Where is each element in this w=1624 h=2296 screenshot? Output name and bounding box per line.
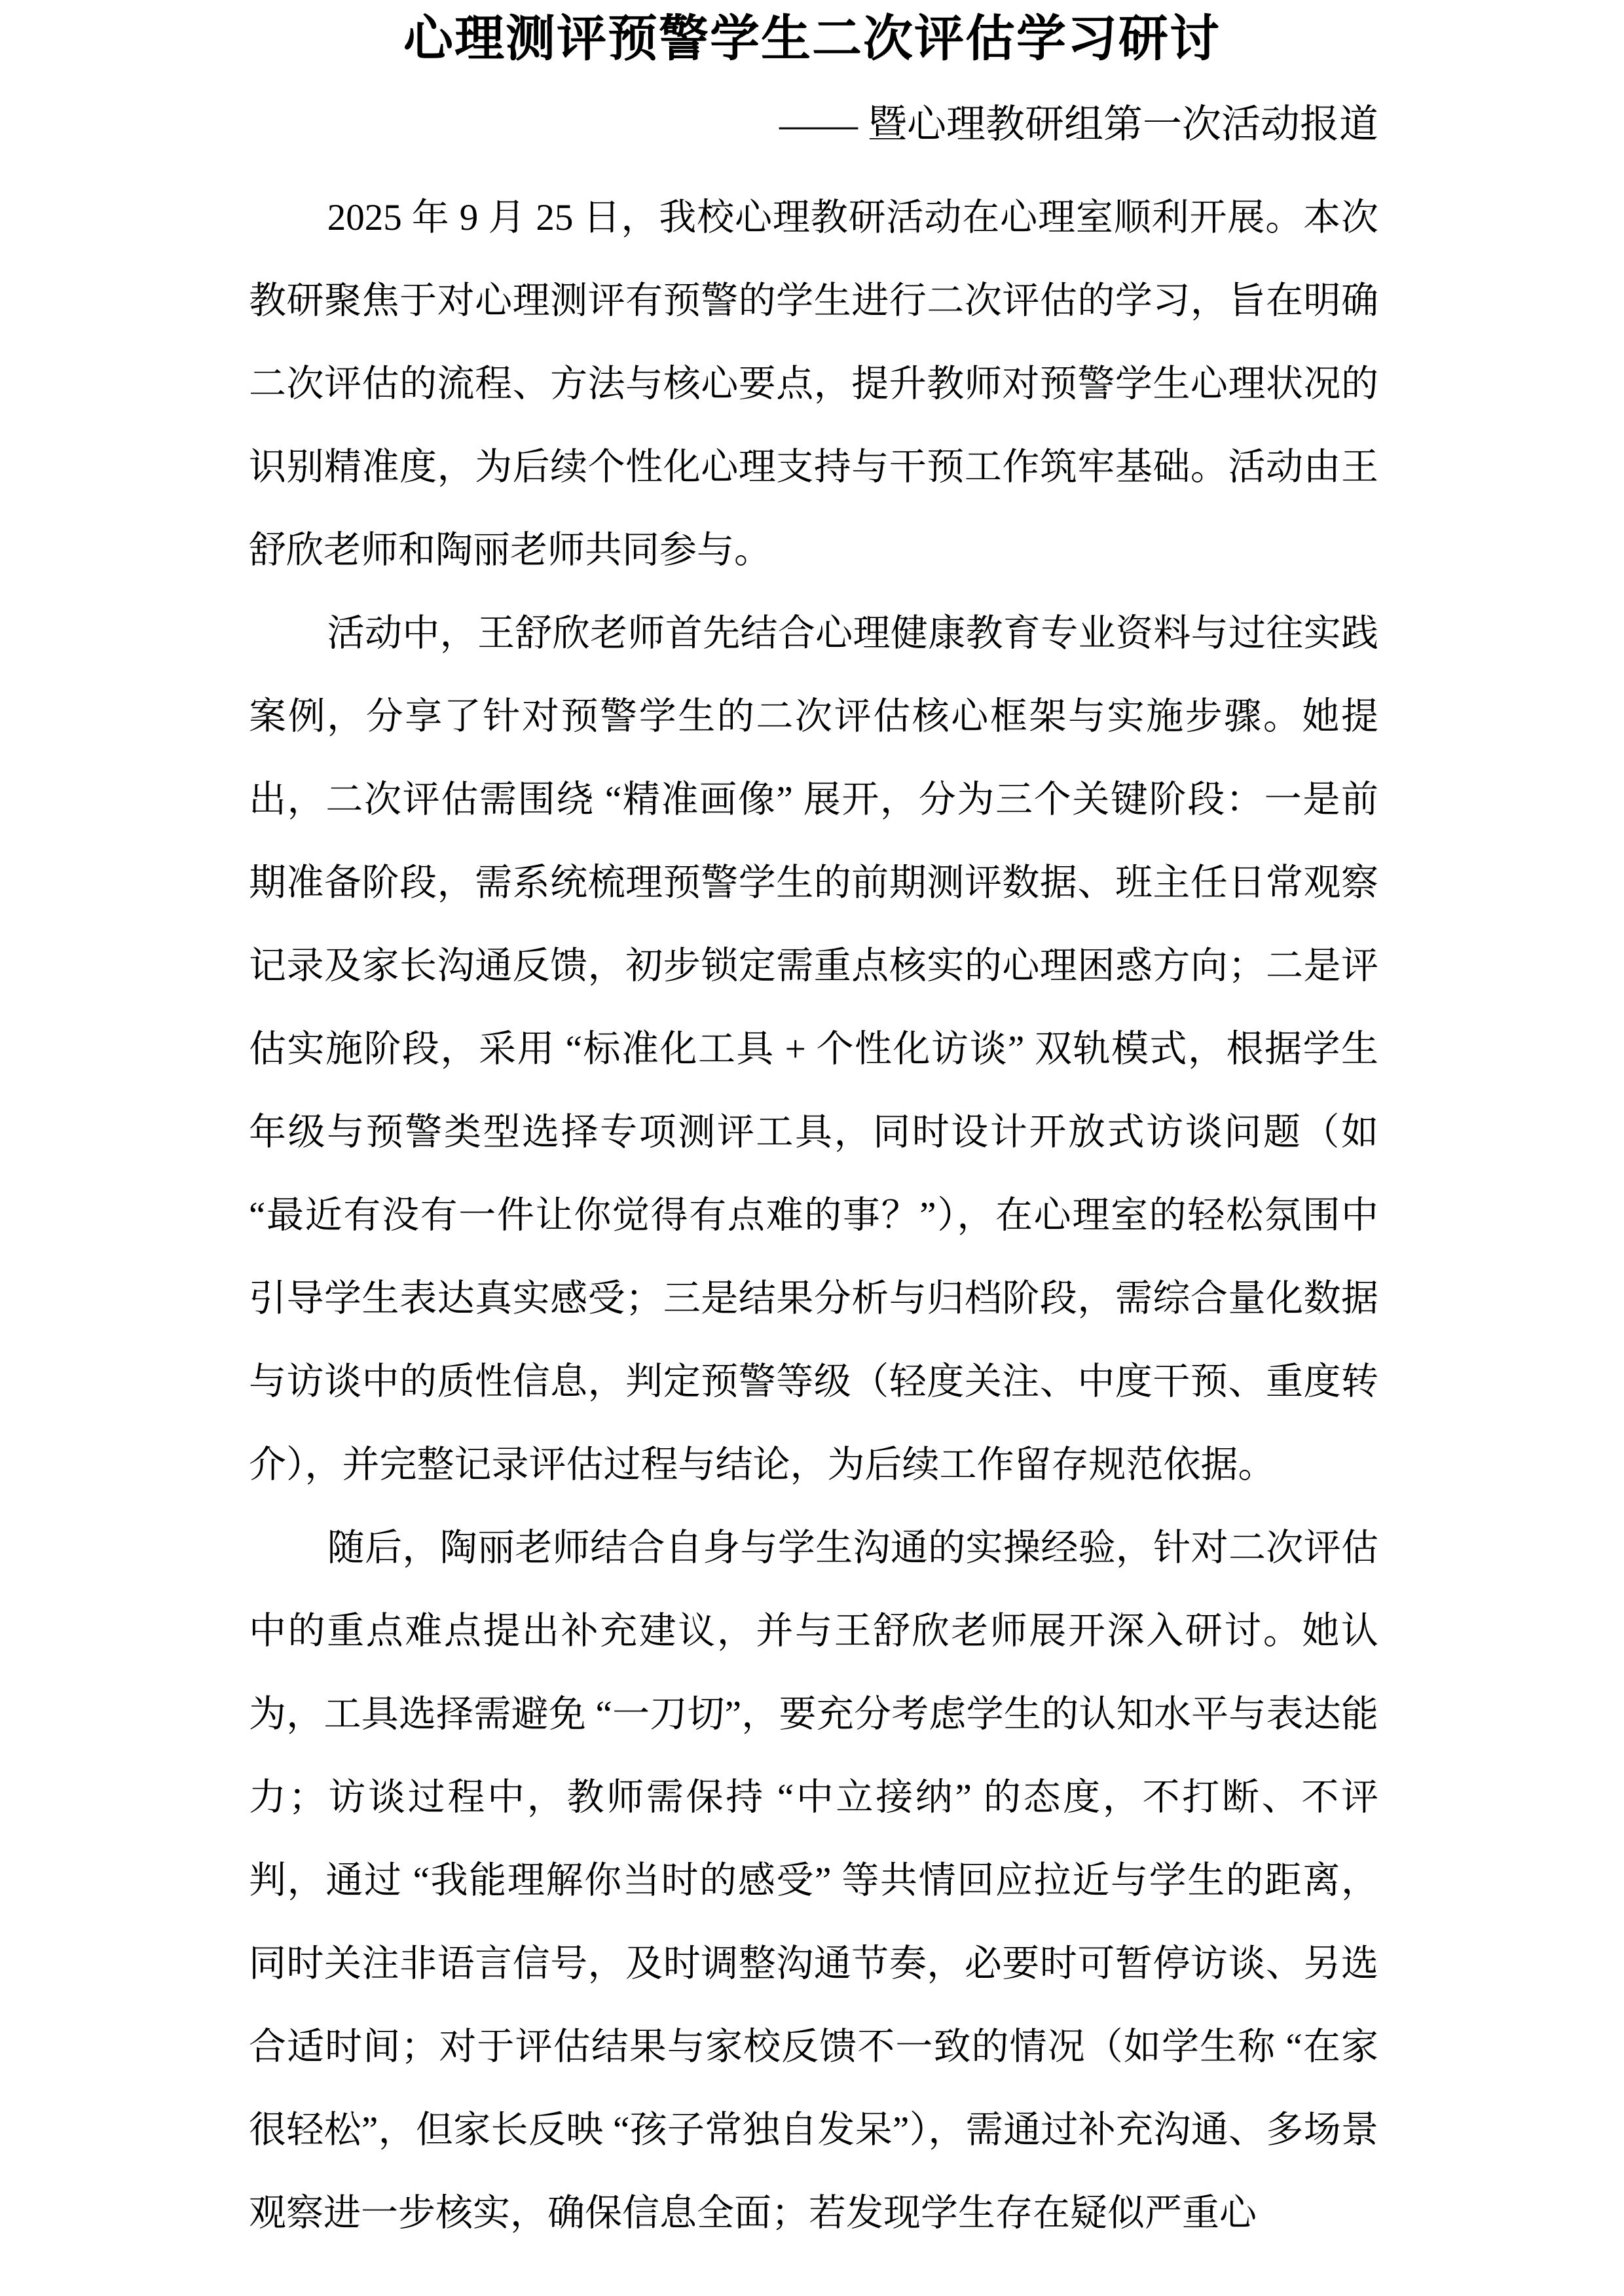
paragraph-2: 活动中，王舒欣老师首先结合心理健康教育专业资料与过往实践案例，分享了针对预警学生的二次评估核心框架与实施步骤。她提出，二次评估需围绕 “精准画像” 展开，分为三个关键阶段：一是前期准备阶段，需系统梳理预警学生的前期测评数据、班主任日常观察记录及家长沟通反馈，初步锁定需重点核实的心理困惑方向；二是评估实施阶段，采用 “标准化工具 + 个性化访谈” 双轨模式，根据学生年级与预警类型选择专项测评工具，同时设计开放式访谈问题（如 “最近有没有一件让你觉得有点难的事？”），在心理室的轻松氛围中引导学生表达真实感受；三是结果分析与归档阶段，需综合量化数据与访谈中的质性信息，判定预警等级（轻度关注、中度干预、重度转介），并完整记录评估过程与结论，为后续工作留存规范依据。 (249, 613, 1378, 1485)
paragraph-1: 2025 年 9 月 25 日，我校心理教研活动在心理室顺利开展。本次教研聚焦于对心理测评有预警的学生进行二次评估的学习，旨在明确二次评估的流程、方法与核心要点，提升教师对预警学生心理状况的识别精准度，为后续个性化心理支持与干预工作筑牢基础。活动由王舒欣老师和陶丽老师共同参与。 (249, 197, 1378, 571)
page-subtitle: —— 暨心理教研组第一次活动报道 (779, 103, 1378, 146)
page-title: 心理测评预警学生二次评估学习研讨 (403, 12, 1221, 67)
document-body (249, 176, 1378, 2255)
paragraph-3: 随后，陶丽老师结合自身与学生沟通的实操经验，针对二次评估中的重点难点提出补充建议，并与王舒欣老师展开深入研讨。她认为，工具选择需避免 “一刀切”，要充分考虑学生的认知水平与表达能力；访谈过程中，教师需保持 “中立接纳” 的态度，不打断、不评判，通过 “我能理解你当时的感受” 等共情回应拉近与学生的距离，同时关注非语言信号，及时调整沟通节奏，必要时可暂停访谈、另选合适时间；对于评估结果与家校反馈不一致的情况（如学生称 “在家很轻松”，但家长反映 “孩子常独自发呆”），需通过补充沟通、多场景观察进一步核实，确保信息全面；若发现学生存在疑似严重心 (249, 1527, 1378, 2234)
